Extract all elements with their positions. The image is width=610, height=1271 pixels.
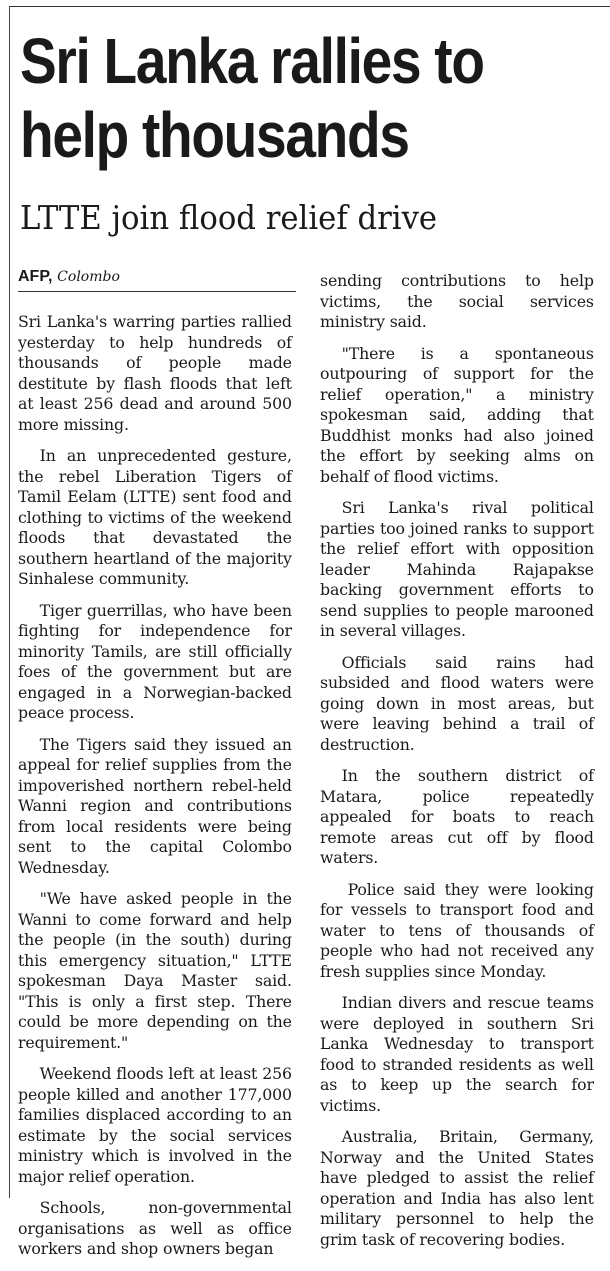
article-paragraph: Police said they were looking for vessels to transport food and water to tens of thousands of people who had not received any fresh supplies since Monday.	[320, 879, 594, 981]
headline-line-2: help thousands	[20, 99, 409, 171]
article-paragraph: "We have asked people in the Wanni to come forward and help the people (in the south) during this emergency situation," LTTE spokesman Daya Master said. "This is only a first step. There could be more depending on the requirement."	[18, 889, 292, 1052]
article-column-right	[320, 271, 598, 1261]
article-column-left	[18, 266, 296, 1271]
byline-place: Colombo	[57, 269, 120, 285]
article-paragraph: Indian divers and rescue teams were deployed in southern Sri Lanka Wednesday to transport food to stranded residents as well as to keep up the search for victims.	[320, 993, 594, 1115]
subheadline: LTTE join flood relief drive	[20, 198, 438, 237]
article-paragraph: Officials said rains had subsided and flood waters were going down in most areas, but were leaving behind a trail of destruction.	[320, 652, 594, 754]
article-paragraph: Weekend floods left at least 256 people killed and another 177,000 families displaced according to an estimate by the social services ministry which is involved in the major relief operation.	[18, 1064, 292, 1186]
article-paragraph: sending contributions to help victims, the social services ministry said.	[320, 271, 594, 331]
article-paragraph: Sri Lanka's rival political parties too joined ranks to support the relief effort with opposition leader Mahinda Rajapakse backing government efforts to send supplies to people marooned in several villages.	[320, 498, 594, 640]
article-paragraph: Schools, non-governmental organisations as well as office workers and shop owners began	[18, 1198, 292, 1258]
headline-line-1: Sri Lanka rallies to	[20, 25, 484, 97]
article-paragraph: The Tigers said they issued an appeal for relief supplies from the impoverished northern rebel-held Wanni region and contributions from local residents were being sent to the capital Colombo Wednesday.	[18, 734, 292, 877]
byline	[18, 266, 296, 292]
article-paragraph: In an unprecedented gesture, the rebel Liberation Tigers of Tamil Eelam (LTTE) sent food and clothing to victims of the weekend floods that devastated the southern heartland of the majority Sinhalese community.	[18, 446, 292, 588]
article-paragraph: In the southern district of Matara, police repeatedly appealed for boats to reach remote areas cut off by flood waters.	[320, 766, 594, 867]
article-paragraph: "There is a spontaneous outpouring of support for the relief operation," a ministry spokesman said, adding that Buddhist monks had also joined the effort by seeking alms on behalf of flood victims.	[320, 343, 594, 486]
byline-agency: AFP,	[18, 268, 53, 285]
article-paragraph: Sri Lanka's warring parties rallied yesterday to help hundreds of thousands of people made destitute by flash floods that left at least 256 dead and around 500 more missing.	[18, 312, 292, 434]
article-paragraph: Australia, Britain, Germany, Norway and the United States have pledged to assist the relief operation and India has also lent military personnel to help the grim task of recovering bodies.	[320, 1127, 594, 1249]
top-rule	[10, 6, 610, 7]
article-paragraph: Tiger guerrillas, who have been fighting for independence for minority Tamils, are still officially foes of the government but are engaged in a Norwegian-backed peace process.	[18, 600, 292, 722]
left-column-rule	[9, 6, 10, 1198]
headline	[20, 24, 519, 172]
